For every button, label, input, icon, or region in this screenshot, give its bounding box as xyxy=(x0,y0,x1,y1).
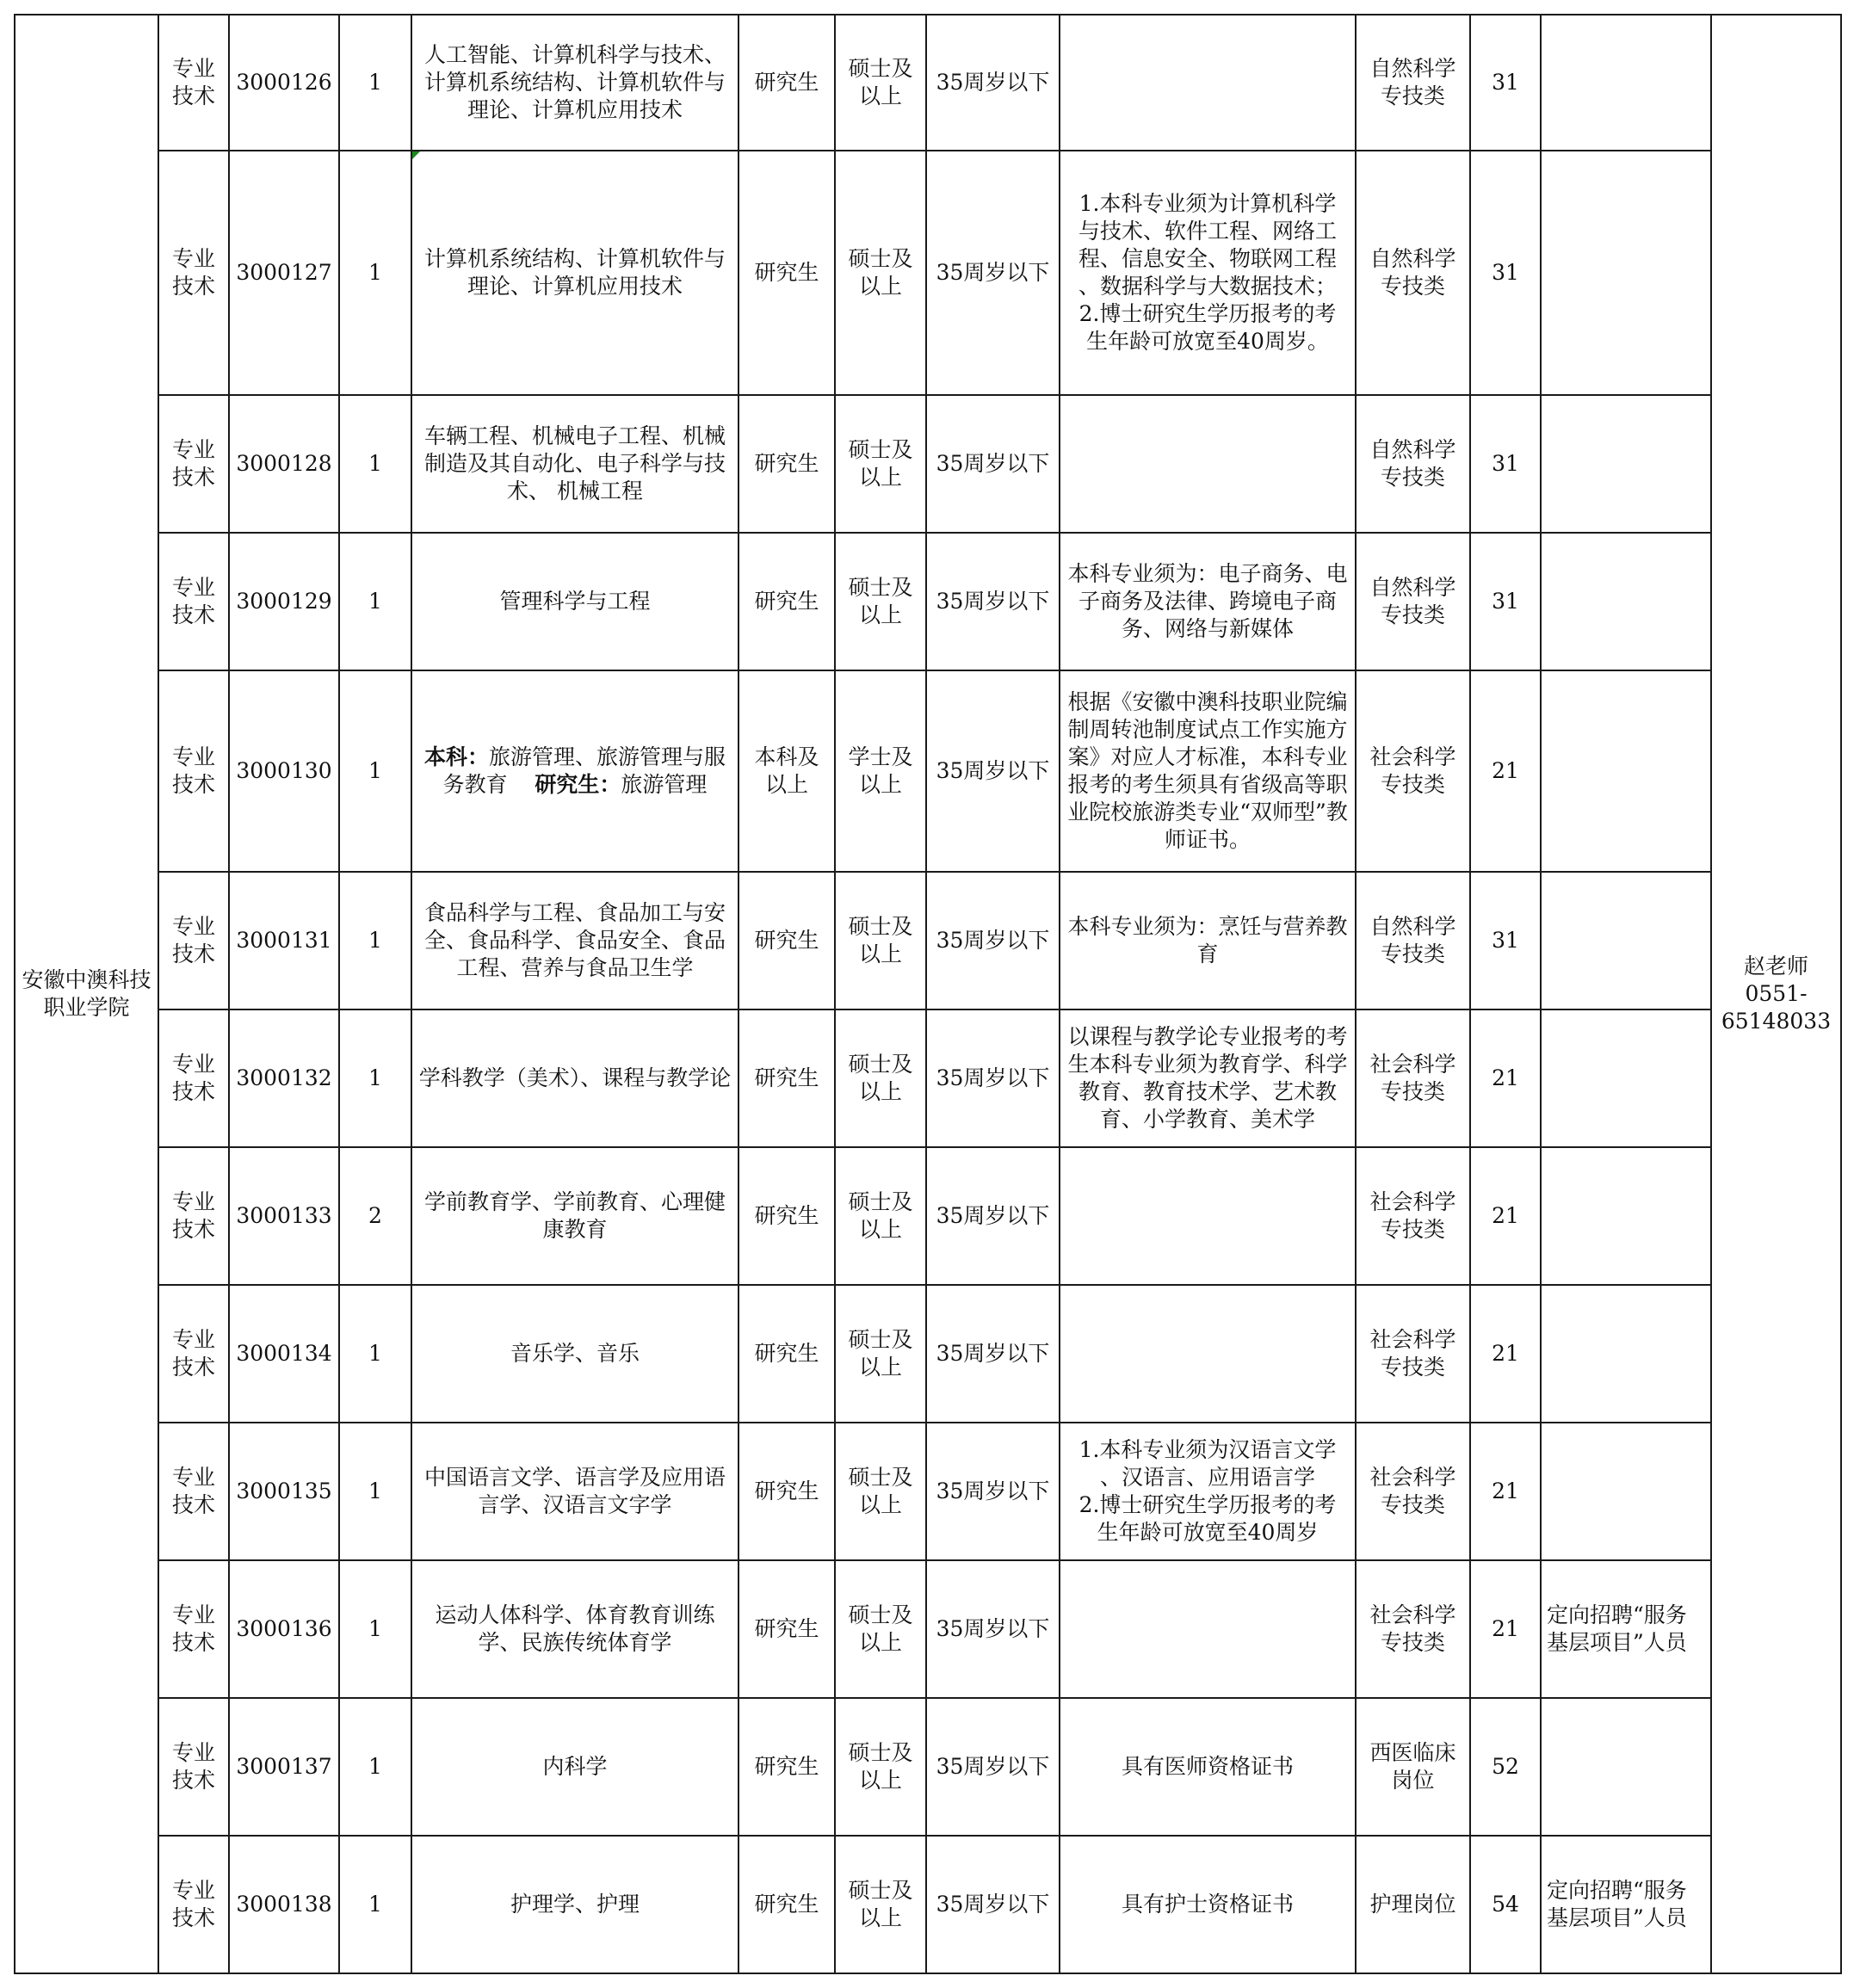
post-code: 3000137 xyxy=(229,1698,339,1836)
exam-category: 西医临床岗位 xyxy=(1356,1698,1470,1836)
remark xyxy=(1541,15,1711,151)
graduate-label: 研究生： xyxy=(535,772,621,797)
table-row xyxy=(15,1836,1841,1973)
age-requirement: 35周岁以下 xyxy=(926,1285,1060,1423)
hire-count: 1 xyxy=(339,670,411,872)
post-category: 专业技术 xyxy=(158,395,229,533)
requirement-line: 2.博士研究生学历报考的考 xyxy=(1078,301,1337,326)
post-category: 专业技术 xyxy=(158,1560,229,1698)
age-requirement: 35周岁以下 xyxy=(926,872,1060,1009)
remark xyxy=(1541,1285,1711,1423)
other-requirement: 具有医师资格证书 xyxy=(1060,1698,1356,1836)
exam-code: 21 xyxy=(1470,1147,1541,1285)
age-requirement: 35周岁以下 xyxy=(926,1836,1060,1973)
major-requirement: 内科学 xyxy=(411,1698,739,1836)
contact-name: 赵老师 xyxy=(1743,954,1808,979)
exam-code: 21 xyxy=(1470,1009,1541,1147)
education-requirement: 研究生 xyxy=(739,1836,835,1973)
education-requirement: 研究生 xyxy=(739,1009,835,1147)
degree-requirement: 硕士及以上 xyxy=(835,533,926,670)
education-requirement: 研究生 xyxy=(739,1285,835,1423)
hire-count: 1 xyxy=(339,533,411,670)
exam-category: 社会科学专技类 xyxy=(1356,1423,1470,1560)
post-category: 专业技术 xyxy=(158,1698,229,1836)
other-requirement xyxy=(1060,1560,1356,1698)
major-requirement: 食品科学与工程、食品加工与安全、食品科学、食品安全、食品工程、营养与食品卫生学 xyxy=(411,872,739,1009)
post-category: 专业技术 xyxy=(158,151,229,395)
requirement-line: 、数据科学与大数据技术； xyxy=(1078,274,1337,299)
exam-code: 31 xyxy=(1470,151,1541,395)
post-code: 3000138 xyxy=(229,1836,339,1973)
exam-code: 31 xyxy=(1470,395,1541,533)
requirement-line: 1.本科专业须为汉语言文学 xyxy=(1078,1437,1337,1462)
age-requirement: 35周岁以下 xyxy=(926,1698,1060,1836)
exam-category: 自然科学专技类 xyxy=(1356,872,1470,1009)
table-row xyxy=(15,670,1841,872)
exam-category: 社会科学专技类 xyxy=(1356,670,1470,872)
post-code: 3000131 xyxy=(229,872,339,1009)
post-code: 3000132 xyxy=(229,1009,339,1147)
age-requirement: 35周岁以下 xyxy=(926,670,1060,872)
other-requirement: 根据《安徽中澳科技职业院编制周转池制度试点工作实施方案》对应人才标准，本科专业报考的考生须具有省级高等职业院校旅游类专业“双师型”教师证书。 xyxy=(1060,670,1356,872)
age-requirement: 35周岁以下 xyxy=(926,15,1060,151)
exam-code: 52 xyxy=(1470,1698,1541,1836)
remark: 定向招聘“服务基层项目”人员 xyxy=(1541,1560,1711,1698)
degree-requirement: 硕士及以上 xyxy=(835,15,926,151)
major-requirement: 车辆工程、机械电子工程、机械制造及其自动化、电子科学与技术、 机械工程 xyxy=(411,395,739,533)
education-requirement: 研究生 xyxy=(739,1423,835,1560)
undergraduate-label: 本科： xyxy=(423,744,489,769)
remark xyxy=(1541,670,1711,872)
table-row xyxy=(15,1285,1841,1423)
other-requirement xyxy=(1060,1147,1356,1285)
post-code: 3000129 xyxy=(229,533,339,670)
exam-category: 社会科学专技类 xyxy=(1356,1560,1470,1698)
exam-code: 54 xyxy=(1470,1836,1541,1973)
major-requirement: 管理科学与工程 xyxy=(411,533,739,670)
other-requirement: 具有护士资格证书 xyxy=(1060,1836,1356,1973)
exam-code: 21 xyxy=(1470,1560,1541,1698)
hire-count: 1 xyxy=(339,1560,411,1698)
exam-code: 31 xyxy=(1470,533,1541,670)
hire-count: 1 xyxy=(339,1285,411,1423)
post-category: 专业技术 xyxy=(158,533,229,670)
other-requirement xyxy=(1060,395,1356,533)
major-requirement: 学科教学（美术）、课程与教学论 xyxy=(411,1009,739,1147)
age-requirement: 35周岁以下 xyxy=(926,533,1060,670)
post-code: 3000134 xyxy=(229,1285,339,1423)
education-requirement: 研究生 xyxy=(739,151,835,395)
exam-code: 21 xyxy=(1470,1423,1541,1560)
age-requirement: 35周岁以下 xyxy=(926,151,1060,395)
exam-category: 护理岗位 xyxy=(1356,1836,1470,1973)
education-requirement: 研究生 xyxy=(739,872,835,1009)
hire-count: 1 xyxy=(339,151,411,395)
contact-phone-number: 65148033 xyxy=(1721,1009,1832,1034)
exam-category: 社会科学专技类 xyxy=(1356,1285,1470,1423)
other-requirement: 本科专业须为：电子商务、电子商务及法律、跨境电子商务、网络与新媒体 xyxy=(1060,533,1356,670)
remark xyxy=(1541,533,1711,670)
hire-count: 1 xyxy=(339,872,411,1009)
post-code: 3000128 xyxy=(229,395,339,533)
education-requirement: 研究生 xyxy=(739,1698,835,1836)
hire-count: 1 xyxy=(339,1423,411,1560)
remark xyxy=(1541,395,1711,533)
requirement-line: 程、信息安全、物联网工程 xyxy=(1078,246,1337,271)
remark xyxy=(1541,1009,1711,1147)
major-requirement xyxy=(411,151,739,395)
table-row xyxy=(15,395,1841,533)
major-requirement: 人工智能、计算机科学与技术、计算机系统结构、计算机软件与理论、计算机应用技术 xyxy=(411,15,739,151)
post-category: 专业技术 xyxy=(158,15,229,151)
exam-category: 社会科学专技类 xyxy=(1356,1009,1470,1147)
major-requirement: 学前教育学、学前教育、心理健康教育 xyxy=(411,1147,739,1285)
remark xyxy=(1541,872,1711,1009)
degree-requirement: 硕士及以上 xyxy=(835,872,926,1009)
exam-category: 自然科学专技类 xyxy=(1356,151,1470,395)
post-code: 3000130 xyxy=(229,670,339,872)
other-requirement xyxy=(1060,15,1356,151)
contact-phone-prefix: 0551- xyxy=(1745,981,1808,1006)
table-row xyxy=(15,1009,1841,1147)
hire-count: 1 xyxy=(339,1009,411,1147)
graduate-majors: 旅游管理 xyxy=(621,772,708,797)
post-category: 专业技术 xyxy=(158,670,229,872)
degree-requirement: 硕士及以上 xyxy=(835,1009,926,1147)
unit-name: 安徽中澳科技职业学院 xyxy=(15,15,158,1973)
hire-count: 2 xyxy=(339,1147,411,1285)
contact-info xyxy=(1711,15,1841,1973)
post-code: 3000133 xyxy=(229,1147,339,1285)
other-requirement xyxy=(1060,151,1356,395)
requirement-line: 、汉语言、应用语言学 xyxy=(1099,1465,1315,1490)
table-row xyxy=(15,15,1841,151)
exam-category: 自然科学专技类 xyxy=(1356,395,1470,533)
post-category: 专业技术 xyxy=(158,1147,229,1285)
requirement-line: 生年龄可放宽至40周岁 xyxy=(1097,1520,1319,1545)
hire-count: 1 xyxy=(339,15,411,151)
education-requirement: 本科及以上 xyxy=(739,670,835,872)
hire-count: 1 xyxy=(339,1698,411,1836)
education-requirement: 研究生 xyxy=(739,15,835,151)
education-requirement: 研究生 xyxy=(739,533,835,670)
exam-code: 21 xyxy=(1470,670,1541,872)
comment-marker xyxy=(412,151,420,159)
age-requirement: 35周岁以下 xyxy=(926,1423,1060,1560)
requirement-line: 生年龄可放宽至40周岁。 xyxy=(1086,329,1329,354)
exam-category: 自然科学专技类 xyxy=(1356,15,1470,151)
requirement-line: 与技术、软件工程、网络工 xyxy=(1078,219,1337,244)
exam-code: 31 xyxy=(1470,15,1541,151)
remark xyxy=(1541,1423,1711,1560)
post-code: 3000126 xyxy=(229,15,339,151)
other-requirement xyxy=(1060,1285,1356,1423)
degree-requirement: 硕士及以上 xyxy=(835,1147,926,1285)
other-requirement: 以课程与教学论专业报考的考生本科专业须为教育学、科学教育、教育技术学、艺术教育、小学教育、美术学 xyxy=(1060,1009,1356,1147)
degree-requirement: 硕士及以上 xyxy=(835,1285,926,1423)
degree-requirement: 硕士及以上 xyxy=(835,395,926,533)
exam-category: 自然科学专技类 xyxy=(1356,533,1470,670)
degree-requirement: 学士及以上 xyxy=(835,670,926,872)
post-code: 3000135 xyxy=(229,1423,339,1560)
remark xyxy=(1541,151,1711,395)
post-category: 专业技术 xyxy=(158,872,229,1009)
degree-requirement: 硕士及以上 xyxy=(835,1836,926,1973)
education-requirement: 研究生 xyxy=(739,1147,835,1285)
hire-count: 1 xyxy=(339,1836,411,1973)
table-row xyxy=(15,533,1841,670)
table-row xyxy=(15,151,1841,395)
table-row xyxy=(15,1560,1841,1698)
remark xyxy=(1541,1698,1711,1836)
recruitment-table xyxy=(14,14,1842,1974)
hire-count: 1 xyxy=(339,395,411,533)
remark xyxy=(1541,1147,1711,1285)
major-requirement: 音乐学、音乐 xyxy=(411,1285,739,1423)
degree-requirement: 硕士及以上 xyxy=(835,1423,926,1560)
exam-code: 21 xyxy=(1470,1285,1541,1423)
table-row xyxy=(15,1698,1841,1836)
education-requirement: 研究生 xyxy=(739,395,835,533)
exam-code: 31 xyxy=(1470,872,1541,1009)
degree-requirement: 硕士及以上 xyxy=(835,151,926,395)
undergraduate-majors: 旅游管理、旅游管理与服务教育 xyxy=(442,744,726,797)
remark: 定向招聘“服务基层项目”人员 xyxy=(1541,1836,1711,1973)
major-requirement xyxy=(411,670,739,872)
other-requirement: 本科专业须为：烹饪与营养教育 xyxy=(1060,872,1356,1009)
post-category: 专业技术 xyxy=(158,1009,229,1147)
exam-category: 社会科学专技类 xyxy=(1356,1147,1470,1285)
major-requirement: 运动人体科学、体育教育训练学、民族传统体育学 xyxy=(411,1560,739,1698)
age-requirement: 35周岁以下 xyxy=(926,1560,1060,1698)
post-category: 专业技术 xyxy=(158,1285,229,1423)
post-category: 专业技术 xyxy=(158,1423,229,1560)
post-code: 3000127 xyxy=(229,151,339,395)
major-text: 计算机系统结构、计算机软件与理论、计算机应用技术 xyxy=(423,246,726,299)
major-requirement: 中国语言文学、语言学及应用语言学、汉语言文字学 xyxy=(411,1423,739,1560)
table-row xyxy=(15,872,1841,1009)
requirement-line: 1.本科专业须为计算机科学 xyxy=(1078,191,1337,216)
age-requirement: 35周岁以下 xyxy=(926,395,1060,533)
post-code: 3000136 xyxy=(229,1560,339,1698)
age-requirement: 35周岁以下 xyxy=(926,1147,1060,1285)
major-requirement: 护理学、护理 xyxy=(411,1836,739,1973)
requirement-line: 2.博士研究生学历报考的考 xyxy=(1078,1492,1337,1517)
education-requirement: 研究生 xyxy=(739,1560,835,1698)
degree-requirement: 硕士及以上 xyxy=(835,1560,926,1698)
post-category: 专业技术 xyxy=(158,1836,229,1973)
other-requirement xyxy=(1060,1423,1356,1560)
table-row xyxy=(15,1423,1841,1560)
degree-requirement: 硕士及以上 xyxy=(835,1698,926,1836)
table-row xyxy=(15,1147,1841,1285)
age-requirement: 35周岁以下 xyxy=(926,1009,1060,1147)
